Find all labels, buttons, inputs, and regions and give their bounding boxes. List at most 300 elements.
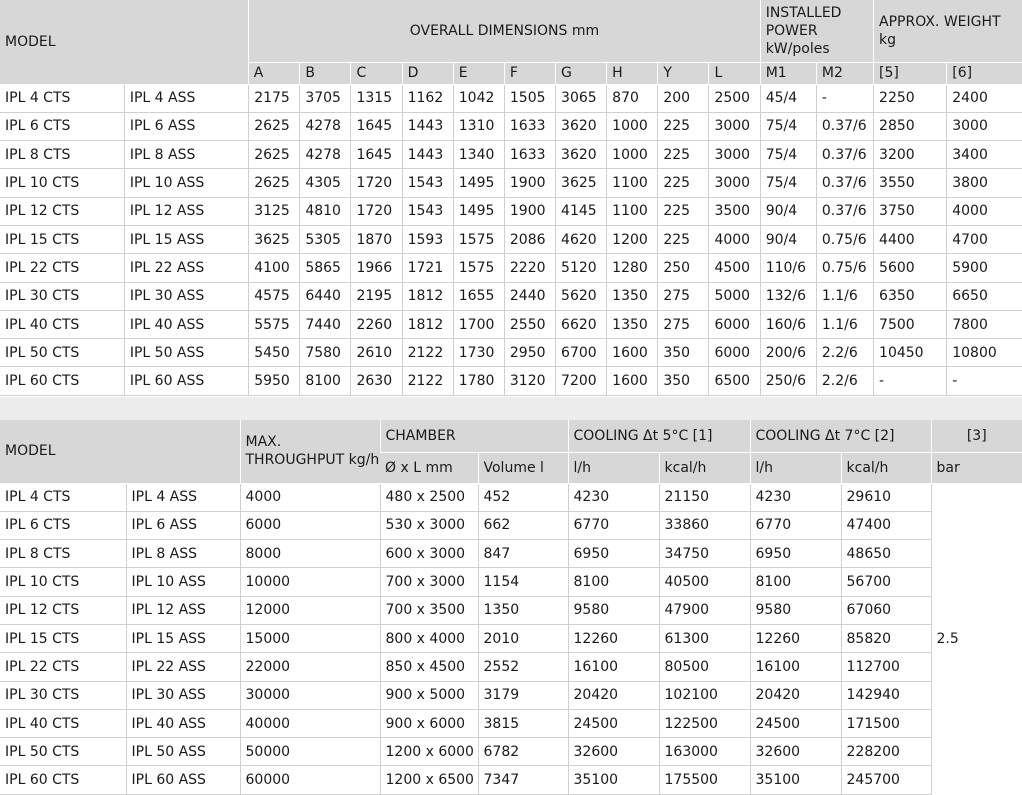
cooling-5-header: COOLING Δt 5°C [1] bbox=[568, 420, 750, 452]
table-cell: IPL 15 ASS bbox=[124, 225, 248, 253]
table-cell: IPL 15 CTS bbox=[0, 624, 126, 652]
table-cell: IPL 22 ASS bbox=[124, 254, 248, 282]
table-cell: 5120 bbox=[556, 254, 607, 282]
table-cell: 90/4 bbox=[760, 197, 816, 225]
table-row bbox=[0, 596, 1022, 624]
table-cell: 6782 bbox=[478, 738, 568, 766]
table-cell: 85820 bbox=[841, 624, 931, 652]
table-cell: IPL 4 ASS bbox=[124, 84, 248, 112]
throughput-header: MAX. THROUGHPUT kg/h bbox=[240, 420, 380, 483]
table-cell: 4575 bbox=[249, 282, 300, 310]
table-cell: 4145 bbox=[556, 197, 607, 225]
table-cell: IPL 50 ASS bbox=[126, 738, 240, 766]
table-cell: 175500 bbox=[659, 766, 750, 794]
table-row bbox=[0, 169, 1022, 197]
table-cell: 2630 bbox=[351, 367, 402, 395]
table-cell: 2850 bbox=[874, 112, 947, 140]
table-cell: 2220 bbox=[504, 254, 555, 282]
table-cell: 5000 bbox=[709, 282, 760, 310]
table-cell: 29610 bbox=[841, 483, 931, 511]
table-cell: 8100 bbox=[300, 367, 351, 395]
table-cell: IPL 40 ASS bbox=[124, 310, 248, 338]
table-cell: 56700 bbox=[841, 568, 931, 596]
table-cell: 2122 bbox=[402, 367, 453, 395]
table-cell: 6950 bbox=[750, 540, 841, 568]
table-cell: 7347 bbox=[478, 766, 568, 794]
table-cell: 90/4 bbox=[760, 225, 816, 253]
table-cell: 4400 bbox=[874, 225, 947, 253]
table-cell: 275 bbox=[658, 282, 709, 310]
table-cell: 1600 bbox=[607, 339, 658, 367]
column-header: Y bbox=[658, 62, 709, 84]
table-cell: 1162 bbox=[402, 84, 453, 112]
table-cell: 142940 bbox=[841, 681, 931, 709]
table-cell: 5865 bbox=[300, 254, 351, 282]
table-cell: IPL 8 CTS bbox=[0, 540, 126, 568]
table-cell: 50000 bbox=[240, 738, 380, 766]
table-cell: 250 bbox=[658, 254, 709, 282]
table-cell: IPL 12 CTS bbox=[0, 596, 126, 624]
table-cell: 5450 bbox=[249, 339, 300, 367]
table-cell: IPL 15 CTS bbox=[0, 225, 124, 253]
table-cell: 6700 bbox=[556, 339, 607, 367]
table-row bbox=[0, 112, 1022, 140]
table-cell: 3000 bbox=[947, 112, 1022, 140]
table-cell: 1730 bbox=[453, 339, 504, 367]
table-cell: 16100 bbox=[568, 653, 659, 681]
table-cell: 3800 bbox=[947, 169, 1022, 197]
table-cell: 3620 bbox=[556, 141, 607, 169]
table-cell: 2625 bbox=[249, 141, 300, 169]
table-cell: 6350 bbox=[874, 282, 947, 310]
table-cell: 1720 bbox=[351, 197, 402, 225]
table-cell: 0.75/6 bbox=[816, 254, 873, 282]
table-cell: 80500 bbox=[659, 653, 750, 681]
table-cell: 2552 bbox=[478, 653, 568, 681]
pressure-value: 2.5 bbox=[931, 483, 1022, 794]
table-cell: 2550 bbox=[504, 310, 555, 338]
table-cell: 12260 bbox=[750, 624, 841, 652]
table-cell: 1350 bbox=[607, 310, 658, 338]
table-cell: 225 bbox=[658, 225, 709, 253]
table-cell: 6770 bbox=[568, 511, 659, 539]
table-cell: 2195 bbox=[351, 282, 402, 310]
table-cell: 245700 bbox=[841, 766, 931, 794]
table-cell: 1900 bbox=[504, 197, 555, 225]
table-cell: 1042 bbox=[453, 84, 504, 112]
table-cell: 2010 bbox=[478, 624, 568, 652]
table-cell: 35100 bbox=[750, 766, 841, 794]
table-cell: 225 bbox=[658, 112, 709, 140]
table-cell: 34750 bbox=[659, 540, 750, 568]
table-cell: 870 bbox=[607, 84, 658, 112]
column-header: bar bbox=[931, 452, 1022, 483]
table-cell: 75/4 bbox=[760, 169, 816, 197]
table-cell: 30000 bbox=[240, 681, 380, 709]
table-row bbox=[0, 282, 1022, 310]
table-cell: 132/6 bbox=[760, 282, 816, 310]
table-cell: IPL 40 CTS bbox=[0, 709, 126, 737]
table-cell: 1812 bbox=[402, 310, 453, 338]
table-row bbox=[0, 511, 1022, 539]
table-cell: 2086 bbox=[504, 225, 555, 253]
table-cell: 9580 bbox=[568, 596, 659, 624]
table-cell: 1543 bbox=[402, 197, 453, 225]
table-cell: IPL 30 ASS bbox=[124, 282, 248, 310]
column-header: Ø x L mm bbox=[380, 452, 478, 483]
table-cell: 600 x 3000 bbox=[380, 540, 478, 568]
table-cell: 16100 bbox=[750, 653, 841, 681]
table-cell: IPL 22 CTS bbox=[0, 653, 126, 681]
table-cell: 1645 bbox=[351, 112, 402, 140]
table-cell: IPL 30 CTS bbox=[0, 282, 124, 310]
table-cell: 5600 bbox=[874, 254, 947, 282]
table-cell: 1966 bbox=[351, 254, 402, 282]
table-cell: 5305 bbox=[300, 225, 351, 253]
table-cell: 22000 bbox=[240, 653, 380, 681]
table-cell: 4100 bbox=[249, 254, 300, 282]
table-cell: 6440 bbox=[300, 282, 351, 310]
table-cell: 67060 bbox=[841, 596, 931, 624]
table-cell: IPL 30 ASS bbox=[126, 681, 240, 709]
table-cell: 4700 bbox=[947, 225, 1022, 253]
table-cell: 7500 bbox=[874, 310, 947, 338]
table-cell: 662 bbox=[478, 511, 568, 539]
column-header: A bbox=[249, 62, 300, 84]
table-row bbox=[0, 653, 1022, 681]
table-cell: IPL 8 ASS bbox=[126, 540, 240, 568]
table-cell: 1600 bbox=[607, 367, 658, 395]
column-header: B bbox=[300, 62, 351, 84]
table-cell: IPL 60 CTS bbox=[0, 367, 124, 395]
table-cell: 3625 bbox=[556, 169, 607, 197]
table-cell: IPL 60 ASS bbox=[126, 766, 240, 794]
table-cell: 530 x 3000 bbox=[380, 511, 478, 539]
column-header: kcal/h bbox=[659, 452, 750, 483]
table-cell: 1812 bbox=[402, 282, 453, 310]
table-cell: 275 bbox=[658, 310, 709, 338]
table-cell: 2950 bbox=[504, 339, 555, 367]
table-cell: 1575 bbox=[453, 225, 504, 253]
table-cell: IPL 6 CTS bbox=[0, 511, 126, 539]
table-cell: 102100 bbox=[659, 681, 750, 709]
column-header: M2 bbox=[816, 62, 873, 84]
table-cell: 1633 bbox=[504, 141, 555, 169]
table-cell: 1000 bbox=[607, 141, 658, 169]
table-cell: 4305 bbox=[300, 169, 351, 197]
table-row bbox=[0, 766, 1022, 794]
table-cell: 6770 bbox=[750, 511, 841, 539]
table-cell: 6000 bbox=[240, 511, 380, 539]
table-cell: IPL 10 CTS bbox=[0, 169, 124, 197]
table-cell: 15000 bbox=[240, 624, 380, 652]
table-cell: 0.37/6 bbox=[816, 141, 873, 169]
table-cell: 200/6 bbox=[760, 339, 816, 367]
table-cell: 1495 bbox=[453, 169, 504, 197]
approx-weight-header: APPROX. WEIGHT kg bbox=[874, 0, 1022, 62]
col3-header: [3] bbox=[931, 420, 1022, 452]
table-cell: 7800 bbox=[947, 310, 1022, 338]
table-cell: IPL 60 CTS bbox=[0, 766, 126, 794]
table-cell: IPL 22 ASS bbox=[126, 653, 240, 681]
table-cell: 2175 bbox=[249, 84, 300, 112]
table-cell: IPL 4 CTS bbox=[0, 84, 124, 112]
column-header: [5] bbox=[874, 62, 947, 84]
table-cell: 1575 bbox=[453, 254, 504, 282]
table-cell: 1505 bbox=[504, 84, 555, 112]
table-cell: 4230 bbox=[568, 483, 659, 511]
table-cell: 2500 bbox=[709, 84, 760, 112]
table-cell: IPL 10 CTS bbox=[0, 568, 126, 596]
table-cell: 2625 bbox=[249, 169, 300, 197]
table-cell: 1900 bbox=[504, 169, 555, 197]
table-cell: 2625 bbox=[249, 112, 300, 140]
table-cell: 20420 bbox=[750, 681, 841, 709]
table-cell: 3815 bbox=[478, 709, 568, 737]
table-cell: 3200 bbox=[874, 141, 947, 169]
table-cell: 61300 bbox=[659, 624, 750, 652]
table-cell: 1495 bbox=[453, 197, 504, 225]
table-cell: 112700 bbox=[841, 653, 931, 681]
table-cell: 3065 bbox=[556, 84, 607, 112]
table-cell: 32600 bbox=[568, 738, 659, 766]
table-cell: 1.1/6 bbox=[816, 310, 873, 338]
table-cell: 850 x 4500 bbox=[380, 653, 478, 681]
table-cell: 1655 bbox=[453, 282, 504, 310]
table-cell: IPL 10 ASS bbox=[126, 568, 240, 596]
table-cell: 10000 bbox=[240, 568, 380, 596]
column-header: Volume l bbox=[478, 452, 568, 483]
table-cell: 200 bbox=[658, 84, 709, 112]
table-cell: 1780 bbox=[453, 367, 504, 395]
table-row bbox=[0, 141, 1022, 169]
table-cell: 1593 bbox=[402, 225, 453, 253]
table-cell: 3620 bbox=[556, 112, 607, 140]
table-cell: IPL 8 ASS bbox=[124, 141, 248, 169]
table-cell: 900 x 6000 bbox=[380, 709, 478, 737]
model-header: MODEL bbox=[0, 0, 249, 84]
table-cell: 6620 bbox=[556, 310, 607, 338]
table-row bbox=[0, 540, 1022, 568]
table-cell: - bbox=[947, 367, 1022, 395]
table-cell: 48650 bbox=[841, 540, 931, 568]
table-cell: 4278 bbox=[300, 141, 351, 169]
table-cell: 3179 bbox=[478, 681, 568, 709]
table-cell: 5950 bbox=[249, 367, 300, 395]
table-cell: IPL 10 ASS bbox=[124, 169, 248, 197]
table-cell: IPL 12 CTS bbox=[0, 197, 124, 225]
table-cell: 75/4 bbox=[760, 112, 816, 140]
table-cell: 160/6 bbox=[760, 310, 816, 338]
table-cell: - bbox=[816, 84, 873, 112]
table-cell: 700 x 3500 bbox=[380, 596, 478, 624]
column-header: l/h bbox=[568, 452, 659, 483]
table-cell: 1443 bbox=[402, 141, 453, 169]
column-header: D bbox=[402, 62, 453, 84]
table-cell: - bbox=[874, 367, 947, 395]
table-cell: 12000 bbox=[240, 596, 380, 624]
table-cell: 5575 bbox=[249, 310, 300, 338]
performance-table bbox=[0, 420, 1022, 795]
table-cell: 2440 bbox=[504, 282, 555, 310]
chamber-header: CHAMBER bbox=[380, 420, 568, 452]
table-cell: 350 bbox=[658, 339, 709, 367]
table-cell: 225 bbox=[658, 197, 709, 225]
table-cell: IPL 50 ASS bbox=[124, 339, 248, 367]
table-cell: 0.75/6 bbox=[816, 225, 873, 253]
table-cell: IPL 50 CTS bbox=[0, 738, 126, 766]
table-cell: IPL 40 ASS bbox=[126, 709, 240, 737]
table-cell: 3000 bbox=[709, 169, 760, 197]
table-cell: 2122 bbox=[402, 339, 453, 367]
table-cell: 171500 bbox=[841, 709, 931, 737]
table-cell: 1721 bbox=[402, 254, 453, 282]
table-cell: 1100 bbox=[607, 169, 658, 197]
table-cell: IPL 6 ASS bbox=[126, 511, 240, 539]
table-cell: 24500 bbox=[750, 709, 841, 737]
table-cell: 1443 bbox=[402, 112, 453, 140]
table-cell: 1200 x 6500 bbox=[380, 766, 478, 794]
table-cell: 4810 bbox=[300, 197, 351, 225]
table-cell: 40500 bbox=[659, 568, 750, 596]
table-cell: 1.1/6 bbox=[816, 282, 873, 310]
table-cell: 4230 bbox=[750, 483, 841, 511]
table-cell: 2610 bbox=[351, 339, 402, 367]
column-header: [6] bbox=[947, 62, 1022, 84]
table-cell: 6650 bbox=[947, 282, 1022, 310]
table-row bbox=[0, 681, 1022, 709]
table-cell: 20420 bbox=[568, 681, 659, 709]
table-cell: 3000 bbox=[709, 141, 760, 169]
table-cell: 3120 bbox=[504, 367, 555, 395]
table-cell: 1543 bbox=[402, 169, 453, 197]
table-cell: 1315 bbox=[351, 84, 402, 112]
table-cell: 10450 bbox=[874, 339, 947, 367]
table-cell: 5620 bbox=[556, 282, 607, 310]
table-cell: 4000 bbox=[947, 197, 1022, 225]
table-cell: 6000 bbox=[709, 310, 760, 338]
table-cell: 35100 bbox=[568, 766, 659, 794]
table-cell: 800 x 4000 bbox=[380, 624, 478, 652]
table-cell: 75/4 bbox=[760, 141, 816, 169]
table-cell: IPL 50 CTS bbox=[0, 339, 124, 367]
table-cell: 3000 bbox=[709, 112, 760, 140]
table-cell: IPL 8 CTS bbox=[0, 141, 124, 169]
table-cell: 122500 bbox=[659, 709, 750, 737]
table-row bbox=[0, 738, 1022, 766]
table-cell: 250/6 bbox=[760, 367, 816, 395]
table-cell: 21150 bbox=[659, 483, 750, 511]
table-cell: 32600 bbox=[750, 738, 841, 766]
table-cell: 900 x 5000 bbox=[380, 681, 478, 709]
table-cell: 1100 bbox=[607, 197, 658, 225]
table-cell: IPL 15 ASS bbox=[126, 624, 240, 652]
table-cell: 7580 bbox=[300, 339, 351, 367]
table-cell: 228200 bbox=[841, 738, 931, 766]
table-cell: 2.2/6 bbox=[816, 367, 873, 395]
table-cell: 0.37/6 bbox=[816, 112, 873, 140]
table-cell: 3500 bbox=[709, 197, 760, 225]
table-cell: IPL 30 CTS bbox=[0, 681, 126, 709]
column-header: L bbox=[709, 62, 760, 84]
column-header: M1 bbox=[760, 62, 816, 84]
table-cell: 0.37/6 bbox=[816, 197, 873, 225]
table-cell: 350 bbox=[658, 367, 709, 395]
table-row bbox=[0, 624, 1022, 652]
table-cell: 1280 bbox=[607, 254, 658, 282]
table-cell: 10800 bbox=[947, 339, 1022, 367]
table-cell: 5900 bbox=[947, 254, 1022, 282]
table-cell: 1310 bbox=[453, 112, 504, 140]
table-separator bbox=[0, 397, 1022, 420]
table-cell: 3705 bbox=[300, 84, 351, 112]
table-cell: 4000 bbox=[709, 225, 760, 253]
table-row bbox=[0, 709, 1022, 737]
table-cell: 8100 bbox=[750, 568, 841, 596]
table-cell: 45/4 bbox=[760, 84, 816, 112]
table-cell: 4620 bbox=[556, 225, 607, 253]
table-cell: 3125 bbox=[249, 197, 300, 225]
table-cell: 8100 bbox=[568, 568, 659, 596]
table-cell: 7200 bbox=[556, 367, 607, 395]
table-cell: 452 bbox=[478, 483, 568, 511]
table-cell: 7440 bbox=[300, 310, 351, 338]
table-cell: 225 bbox=[658, 169, 709, 197]
installed-power-header: INSTALLED POWER kW/poles bbox=[760, 0, 873, 62]
table-cell: 33860 bbox=[659, 511, 750, 539]
table-row bbox=[0, 225, 1022, 253]
table-row bbox=[0, 339, 1022, 367]
table-cell: IPL 22 CTS bbox=[0, 254, 124, 282]
table-cell: 60000 bbox=[240, 766, 380, 794]
table-cell: 8000 bbox=[240, 540, 380, 568]
table-cell: 47400 bbox=[841, 511, 931, 539]
table-row bbox=[0, 84, 1022, 112]
table-cell: 1350 bbox=[478, 596, 568, 624]
table-cell: 1000 bbox=[607, 112, 658, 140]
table-cell: 1154 bbox=[478, 568, 568, 596]
table-cell: 0.37/6 bbox=[816, 169, 873, 197]
table-cell: 9580 bbox=[750, 596, 841, 624]
table-cell: 4500 bbox=[709, 254, 760, 282]
table-row bbox=[0, 483, 1022, 511]
dimensions-table bbox=[0, 0, 1022, 396]
table-cell: 40000 bbox=[240, 709, 380, 737]
table-cell: 1340 bbox=[453, 141, 504, 169]
table-cell: 847 bbox=[478, 540, 568, 568]
table-cell: IPL 4 ASS bbox=[126, 483, 240, 511]
table-cell: 12260 bbox=[568, 624, 659, 652]
cooling-7-header: COOLING Δt 7°C [2] bbox=[750, 420, 931, 452]
table-cell: 163000 bbox=[659, 738, 750, 766]
overall-dimensions-header: OVERALL DIMENSIONS mm bbox=[249, 0, 761, 62]
column-header: H bbox=[607, 62, 658, 84]
table-cell: 1700 bbox=[453, 310, 504, 338]
table-cell: 1633 bbox=[504, 112, 555, 140]
column-header: F bbox=[504, 62, 555, 84]
table-cell: 1200 bbox=[607, 225, 658, 253]
table-cell: 3400 bbox=[947, 141, 1022, 169]
table-row bbox=[0, 197, 1022, 225]
table-cell: 3625 bbox=[249, 225, 300, 253]
table-row bbox=[0, 254, 1022, 282]
table-cell: 1350 bbox=[607, 282, 658, 310]
table-cell: 4278 bbox=[300, 112, 351, 140]
table-cell: 2250 bbox=[874, 84, 947, 112]
table-cell: 700 x 3000 bbox=[380, 568, 478, 596]
table-cell: 2.2/6 bbox=[816, 339, 873, 367]
table-cell: 1720 bbox=[351, 169, 402, 197]
